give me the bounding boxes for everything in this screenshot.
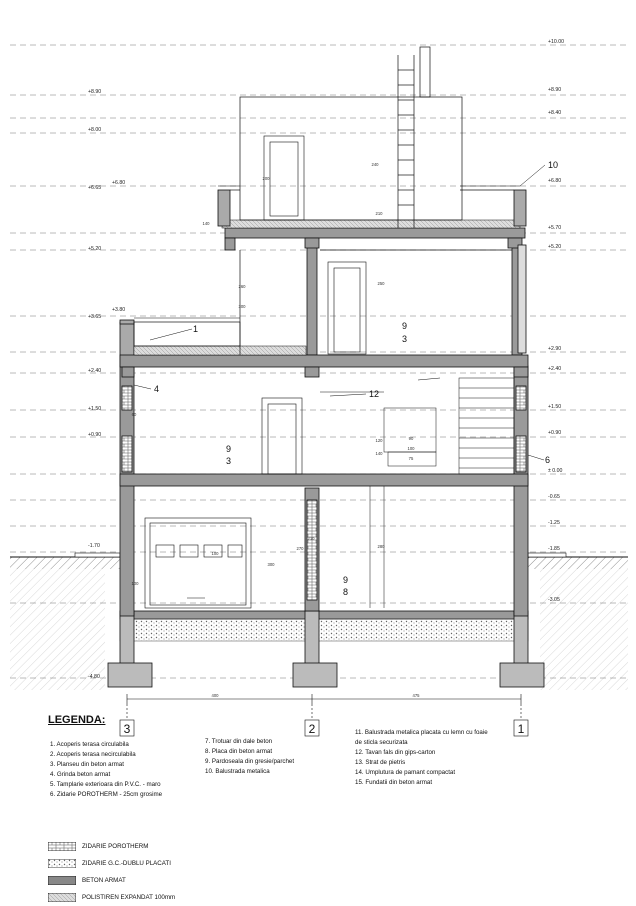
legend-item: 6. Zidarie POROTHERM - 25cm grosime: [50, 791, 163, 798]
leader-line: [330, 394, 366, 396]
level-label: +2.40: [548, 366, 562, 372]
dimension-text: 100: [131, 581, 139, 586]
callout-tag: 12: [369, 389, 380, 399]
dimension-text: 280: [377, 544, 385, 549]
dimension-text: 300: [267, 562, 275, 567]
leader-line: [134, 385, 151, 389]
level-labels-right: [548, 39, 564, 603]
legend-column-2: [205, 737, 294, 777]
brick-hatch-icon: [48, 842, 76, 851]
callout-tag: 1: [193, 324, 199, 334]
legend-item: 3. Planseu din beton armat: [50, 761, 124, 768]
level-label: +2.40: [88, 368, 102, 374]
level-label: -4.80: [88, 674, 100, 680]
dimension-text: 200: [262, 176, 270, 181]
legend-item: 15. Fundatii din beton armat: [355, 779, 433, 786]
dimension-text: 100: [407, 446, 415, 451]
legend-item: 13. Strat de pietris: [355, 759, 406, 766]
level-label: +8.90: [88, 89, 102, 95]
dimension-text: 210: [375, 211, 383, 216]
garage-door: [145, 518, 251, 608]
floor-slabs: [120, 228, 528, 486]
leader-line: [520, 165, 545, 186]
parapets: [120, 190, 526, 353]
dimension-text: 140: [202, 221, 210, 226]
roof-ladder: [398, 55, 414, 228]
span-right-dimension: 475: [412, 693, 420, 698]
legend-item: 11. Balustrada metalica placata cu lemn cu foaie: [355, 729, 488, 736]
level-label: +2.90: [548, 346, 562, 352]
legend-column-3: [355, 728, 488, 788]
level-label: +8.00: [88, 127, 102, 133]
dimension-text: 240: [371, 162, 379, 167]
callout-tag: 10: [548, 160, 559, 170]
level-label: -1.70: [88, 543, 100, 549]
legend-item: 7. Trotuar din dale beton: [205, 738, 273, 745]
solid-hatch-icon: [48, 876, 76, 885]
stairs: [370, 378, 514, 608]
level-label: -3.05: [548, 597, 560, 603]
level-label: +3.65: [88, 314, 102, 320]
dimension-text: 120: [375, 438, 383, 443]
roof-layers: [134, 220, 520, 355]
level-label: ± 0.00: [548, 468, 563, 474]
dimension-text: 210: [307, 536, 315, 541]
dimension-text: 260: [238, 284, 246, 289]
hatch-insulation: [48, 889, 175, 906]
leader-line: [418, 378, 440, 380]
level-label: -0.65: [548, 494, 560, 500]
level-label: +8.90: [548, 87, 562, 93]
legend-item: 9. Pardoseala din gresie/parchet: [205, 758, 295, 765]
dimension-text: 60: [131, 412, 137, 417]
legend-item: 1. Acoperis terasa circulabila: [50, 741, 129, 748]
dimension-text: 100: [211, 551, 219, 556]
exterior-walls: [120, 245, 528, 616]
level-label: +6.80: [112, 180, 126, 186]
legend-title: LEGENDA:: [48, 714, 106, 726]
level-label: +6.80: [548, 178, 562, 184]
callout-tag: 9: [226, 444, 232, 454]
legend-item: 10. Balustrada metalica: [205, 768, 270, 775]
level-label: +1.50: [88, 406, 102, 412]
level-label: -1.85: [548, 546, 560, 552]
legend-column-1: [50, 740, 162, 800]
legend-item: 5. Tamplarie exterioara din P.V.C. - maro: [50, 781, 161, 788]
span-left-dimension: 400: [211, 693, 219, 698]
insulation-hatch-icon: [48, 893, 76, 902]
level-label: +0.90: [548, 430, 562, 436]
dimension-text: 75: [408, 456, 414, 461]
legend-item: de sticla securizata: [355, 739, 408, 746]
level-label: -1.25: [548, 520, 560, 526]
callout-tag: 9: [402, 321, 408, 331]
level-label: +5.20: [88, 246, 102, 252]
callout-tag: 4: [154, 384, 160, 394]
axis-label-3: 3: [123, 722, 131, 736]
hatch-gc: [48, 855, 175, 872]
callout-tag: 9: [343, 575, 349, 585]
hatch-concrete: [48, 872, 175, 889]
hatch-legend: [48, 838, 175, 906]
level-label: +5.20: [548, 244, 562, 250]
legend-item: 8. Placa din beton armat: [205, 748, 273, 755]
axis-label-1: 1: [517, 722, 525, 736]
level-label: +8.40: [548, 110, 562, 116]
hatch-label: ZIDARIE G.C.-DUBLU PLACATI: [82, 860, 171, 867]
leader-line: [150, 329, 192, 340]
callout-tag: 6: [545, 455, 551, 465]
level-label: +5.70: [548, 225, 562, 231]
level-label: +3.80: [112, 307, 126, 313]
hatch-label: ZIDARIE POROTHERM: [82, 843, 149, 850]
hatch-porotherm: [48, 838, 175, 855]
legend-item: 14. Umplutura de pamant compactat: [355, 769, 456, 776]
dimension-text: 90: [408, 436, 414, 441]
hatch-label: POLISTIREN EXPANDAT 100mm: [82, 894, 176, 901]
level-label: +1.50: [548, 404, 562, 410]
level-label: +0.90: [88, 432, 102, 438]
callout-tag: 3: [226, 456, 232, 466]
dimension-text: 270: [296, 546, 304, 551]
callout-tag: 3: [402, 334, 408, 344]
level-label: +6.65: [88, 185, 102, 191]
hatch-label: BETON ARMAT: [82, 877, 126, 884]
axis-label-2: 2: [308, 722, 316, 736]
dimension-text: 140: [375, 451, 383, 456]
legend-item: 2. Acoperis terasa necirculabila: [50, 751, 136, 758]
legend-item: 12. Tavan fals din gips-carton: [355, 749, 436, 756]
level-label: +10.00: [548, 39, 565, 45]
dotted-hatch-icon: [48, 859, 76, 868]
leader-line: [528, 455, 544, 460]
basement-slab: [120, 611, 528, 641]
upper-structure: [134, 47, 514, 355]
dimension-text: 250: [377, 281, 385, 286]
dimension-text: 300: [238, 304, 246, 309]
callout-tag: 8: [343, 587, 349, 597]
legend-item: 4. Grinda beton armat: [50, 771, 111, 778]
